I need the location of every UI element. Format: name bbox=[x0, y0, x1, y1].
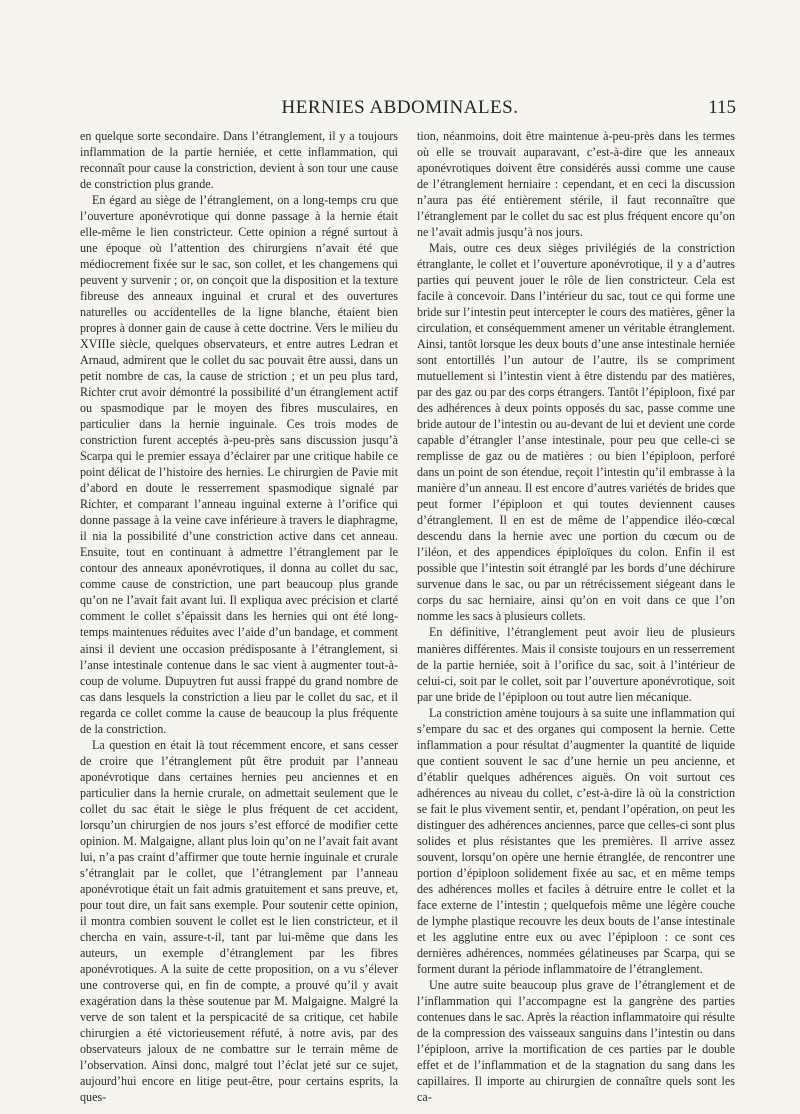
paragraph: tion, néanmoins, doit être maintenue à-peu-près dans les termes où elle se trouvait auparavant, c’est-à-dire que les anneaux aponévrotiques doivent être considérés aussi comme une cause de l’étranglement herniaire : cependant, et en ceci la discussion n’aura pas été entièrement stérile, il faut reconnaître que l’étranglement par le collet du sac est plus fréquent encore qu’on ne l’avait admis jusqu’à nos jours. bbox=[417, 129, 735, 240]
paragraph: Mais, outre ces deux sièges privilégiés de la constriction étranglante, le collet et l’ouverture aponévrotique, il y a d’autres parties qui peuvent jouer le rôle de lien constricteur. Cela est facile à concevoir. Dans l’intérieur du sac, tout ce qui forme une bride sur l’intestin peut intercepter le cours des matières, gêner la circulation, et conséquemment amener un véritable étranglement. Ainsi, tantôt lorsque les deux bouts d’une anse intestinale herniée sont entortillés l’un autour de l’autre, ils se compriment mutuellement si l’intestin vient à être distendu par des matières, par des gaz ou par des corps étrangers. Tantôt l’épiploon, fixé par des adhérences à deux points opposés du sac, passe comme une bride autour de l’intestin ou au-devant de lui et devient une corde capable d’étrangler l’anse intestinale, pour peu que celle-ci se remplisse de gaz ou de matières : ou bien l’épiploon, perforé dans un point de son étendue, reçoit l’intestin qu’il embrasse à la manière d’un anneau. Il est encore d’autres variétés de brides que peut former l’épiploon et qui toutes deviennent causes d’étranglement. Il en est de même de l’appendice iléo-cœcal descendu dans la hernie avec une portion du cœcum ou de l’iléon, et des appendices épiploïques du colon. Enfin il est possible que l’intestin soit étranglé par les bords d’une déchirure survenue dans le sac, ou par un rétrécissement siégeant dans le corps du sac herniaire, ainsi qu’on en voit dans ce que l’on nomme les sacs à plusieurs collets. bbox=[417, 241, 735, 624]
left-column bbox=[80, 128, 398, 1105]
paragraph: en quelque sorte secondaire. Dans l’étranglement, il y a toujours inflammation de la partie herniée, et cette inflammation, qui reconnaît pour cause la constriction, devient à son tour une cause de constriction plus grande. bbox=[80, 129, 398, 192]
running-header bbox=[64, 97, 736, 123]
paragraph: Une autre suite beaucoup plus grave de l’étranglement et de l’inflammation qui l’accompagne est la gangrène des parties contenues dans le sac. Après la réaction inflammatoire qui résulte de la compression des vaisseaux sanguins dans l’intestin ou dans l’épiploon, arrive la mortification de ces parties par le double effet et de l’inflammation et de la stagnation du sang dans les capillaires. Il importe au chirurgien de connaître quels sont les ca- bbox=[417, 977, 735, 1104]
right-column bbox=[417, 128, 735, 1105]
running-title: HERNIES ABDOMINALES. bbox=[281, 97, 519, 118]
paragraph: En égard au siège de l’étranglement, on a long-temps cru que l’ouverture aponévrotique qui donne passage à la hernie était elle-même le lien constricteur. Cette opinion a régné surtout à une époque où l’attention des chirurgiens n’avait été que médiocrement fixée sur le sac, son collet, et les changemens qui peuvent y survenir ; or, on conçoit que la disposition et la texture fibreuse des anneaux inguinal et crural et des ouvertures naturelles ou accidentelles de la ligne blanche, étaient bien propres à donner gain de cause à cette doctrine. Vers le milieu du XVIIIe siècle, quelques observateurs, et entre autres Ledran et Arnaud, admirent que le collet du sac pouvait être aussi, dans un petit nombre de cas, la cause de striction ; et un peu plus tard, Richter crut avoir démontré la possibilité d’un étranglement actif ou spasmodique par le moyen des fibres musculaires, en particulier dans la hernie inguinale. Ces trois modes de constriction furent acceptés à-peu-près sans discussion jusqu’à Scarpa qui le premier essaya d’éclairer par une critique habile ce point délicat de l’histoire des hernies. Le chirurgien de Pavie mit d’abord en doute le resserrement spasmodique signalé par Richter, et comparant l’anneau inguinal externe à l’orifice qui donne passage à la veine cave inférieure à travers le diaphragme, il nia la possibilité d’une constriction active dans cet anneau. Ensuite, tout en continuant à admettre l’étranglement par le contour des anneaux aponévrotiques, il donna au collet du sac, comme cause de constriction, une part beaucoup plus grande qu’on ne l’avait fait avant lui. Il expliqua avec précision et clarté comment le collet s’épaissit dans les hernies qui ont été long-temps maintenues réduites avec l’aide d’un bandage, et comment ainsi il devient une occasion prédisposante à l’étranglement, si l’anse intestinale contenue dans le sac vient à augmenter tout-à-coup de volume. Dupuytren fut aussi frappé du grand nombre de cas dans lesquels la constriction a lieu par le collet du sac, et il regarda ce collet comme la cause de beaucoup la plus fréquente de la constriction. bbox=[80, 193, 398, 736]
page-number: 115 bbox=[708, 97, 736, 118]
paragraph: La constriction amène toujours à sa suite une inflammation qui s’empare du sac et des organes qui composent la hernie. Cette inflammation a pour résultat d’augmenter la quantité de liquide que contient souvent le sac d’une hernie un peu ancienne, et d’établir quelques adhérences aiguës. On voit surtout ces adhérences au niveau du collet, c’est-à-dire là où la constriction se fait le plus vivement sentir, et, pendant l’opération, on peut les distinguer des adhérences anciennes, parce que celles-ci sont plus solides et plus résistantes que les premières. Il arrive assez souvent, lorsqu’on opère une hernie étranglée, de rencontrer une portion d’épiploon solidement fixée au sac, et en même temps des adhérences molles et faciles à détruire entre le collet et la face externe de l’intestin ; quelquefois même une légère couche de lymphe plastique recouvre les deux bouts de l’anse intestinale et les agglutine entre eux ou avec l’épiploon : ce sont ces dernières adhérences, nommées gélatineuses par Scarpa, qui se forment durant la période inflammatoire de l’étranglement. bbox=[417, 705, 735, 976]
paragraph: La question en était là tout récemment encore, et sans cesser de croire que l’étranglement pût être produit par l’anneau aponévrotique dans certaines hernies peu anciennes et en particulier dans la hernie crurale, on admettait seulement que le collet du sac était le siège le plus fréquent de cet accident, lorsqu’un chirurgien de nos jours s’est efforcé de modifier cette opinion. M. Malgaigne, allant plus loin qu’on ne l’avait fait avant lui, n’a pas craint d’affirmer que toute hernie inguinale et crurale s’étranglait par le collet, que l’étranglement par l’anneau aponévrotique était un fait admis gratuitement et sans preuve, et, pour tout dire, un fait sans exemple. Pour soutenir cette opinion, il montra combien souvent le collet est le lien constricteur, et il chercha en vain, assure-t-il, tant par lui-même que dans les auteurs, un exemple d’étranglement par les fibres aponévrotiques. A la suite de cette proposition, on a vu s’élever une controverse qui, en fin de compte, a prouvé qu’il y avait exagération dans la thèse soutenue par M. Malgaigne. Malgré la verve de son talent et la perspicacité de sa critique, cet habile chirurgien a été victorieusement réfuté, à notre avis, par des observateurs jaloux de ne combattre sur le terrain même de l’observation. Ainsi donc, malgré tout l’éclat jeté sur ce sujet, aujourd’hui encore en litige peut-être, pour certains esprits, la ques- bbox=[80, 737, 398, 1104]
paragraph: En définitive, l’étranglement peut avoir lieu de plusieurs manières différentes. Mais il consiste toujours en un resserrement de la partie herniée, soit à l’orifice du sac, soit à l’intérieur de celui-ci, soit par le collet, soit par l’ouverture aponévrotique, soit par une bride de l’épiploon ou tout autre lien mécanique. bbox=[417, 625, 735, 704]
